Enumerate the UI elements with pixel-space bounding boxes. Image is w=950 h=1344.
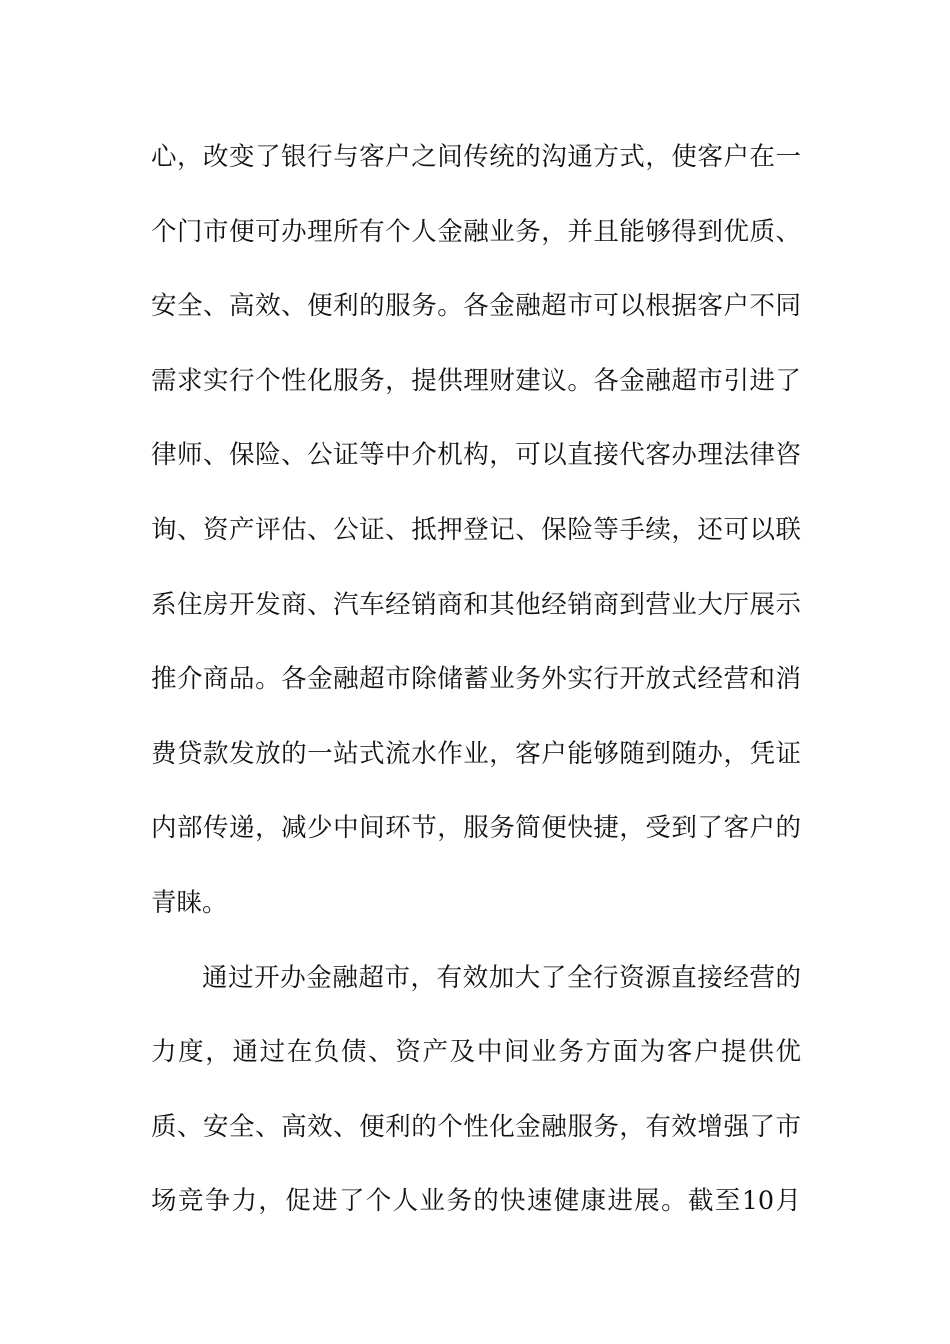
text-line-9: 费贷款发放的一站式流水作业，客户能够随到随办，凭证 (151, 738, 801, 769)
text-line-14: 质、安全、高效、便利的个性化金融服务，有效增强了市 (151, 1111, 801, 1142)
text-line-8: 推介商品。各金融超市除储蓄业务外实行开放式经营和消 (151, 664, 801, 695)
text-line-10: 内部传递，减少中间环节，服务简便快捷，受到了客户的 (151, 813, 801, 844)
text-line-1: 心，改变了银行与客户之间传统的沟通方式，使客户在一 (151, 142, 801, 172)
text-line-5: 律师、保险、公证等中介机构，可以直接代客办理法律咨 (151, 440, 801, 471)
text-line-2: 个门市便可办理所有个人金融业务，并且能够得到优质、 (151, 216, 801, 247)
text-line-15: 场竞争力，促进了个人业务的快速健康进展。截至10月 (151, 1186, 801, 1217)
body-text (151, 132, 801, 1251)
text-line-7: 系住房开发商、汽车经销商和其他经销商到营业大厅展示 (151, 589, 801, 620)
text-line-12: 通过开办金融超市，有效加大了全行资源直接经营的 (202, 962, 801, 993)
text-line-6: 询、资产评估、公证、抵押登记、保险等手续，还可以联 (151, 514, 801, 545)
text-line-13: 力度，通过在负债、资产及中间业务方面为客户提供优 (151, 1037, 801, 1068)
text-line-11: 青睐。 (151, 887, 228, 918)
text-line-3: 安全、高效、便利的服务。各金融超市可以根据客户不同 (151, 291, 801, 322)
text-line-4: 需求实行个性化服务，提供理财建议。各金融超市引进了 (151, 365, 801, 396)
